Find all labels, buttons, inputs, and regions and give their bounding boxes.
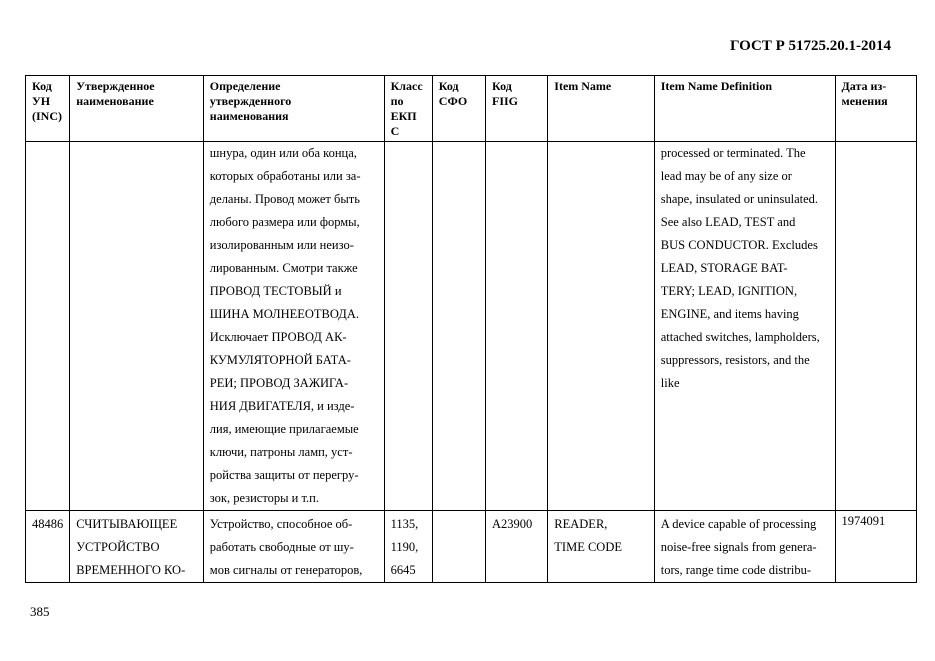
header-text-line: УН xyxy=(32,94,51,108)
cell-fiig-code xyxy=(486,142,548,511)
cell-text-line: лированным. Смотри также xyxy=(209,261,358,275)
cell-sfo-code xyxy=(432,511,485,583)
header-text-line: FIIG xyxy=(492,94,519,108)
cell-name-definition xyxy=(203,511,384,583)
table-row xyxy=(26,511,917,583)
cell-text-line: TIME CODE xyxy=(554,540,622,554)
table-header-row xyxy=(26,76,917,142)
header-name-definition xyxy=(203,76,384,142)
cell-text-line: attached switches, lampholders, xyxy=(660,330,820,344)
header-ekps-class xyxy=(384,76,432,142)
cell-text-line: ключи, патроны ламп, уст- xyxy=(209,445,353,459)
cell-text-line: READER, xyxy=(554,517,608,531)
header-item-name-definition xyxy=(654,76,835,142)
cell-approved-name xyxy=(70,511,204,583)
cell-change-date xyxy=(835,511,916,583)
cell-text-line: 1190, xyxy=(390,540,419,554)
cell-ekps-class xyxy=(384,142,432,511)
cell-text-line: shape, insulated or uninsulated. xyxy=(660,192,819,206)
header-text-line: Код xyxy=(492,79,512,93)
cell-text-line: работать свободные от шу- xyxy=(209,540,354,554)
table-row xyxy=(26,142,917,511)
header-sfo-code xyxy=(432,76,485,142)
cell-name-definition xyxy=(203,142,384,511)
cell-text-line: lead may be of any size or xyxy=(660,169,792,183)
cell-text-line: BUS CONDUCTOR. Excludes xyxy=(660,238,818,252)
cell-item-name-definition xyxy=(654,511,835,583)
cell-text-line: A23900 xyxy=(492,517,533,531)
cell-text-line: 48486 xyxy=(32,517,64,531)
header-text-line: Item Name xyxy=(554,79,612,93)
cell-text-line: мов сигналы от генераторов, xyxy=(209,563,363,577)
cell-text-line: УСТРОЙСТВО xyxy=(76,540,160,554)
cell-ekps-class xyxy=(384,511,432,583)
cell-approved-name xyxy=(70,142,204,511)
cell-item-name xyxy=(548,142,654,511)
cell-text-line: деланы. Провод может быть xyxy=(209,192,360,206)
cell-text-line: suppressors, resistors, and the xyxy=(660,353,810,367)
header-text-line: Дата из- xyxy=(841,79,887,93)
header-text-line: С xyxy=(390,124,400,138)
header-text-line: Определение xyxy=(209,79,281,93)
cell-text-line: like xyxy=(660,376,680,390)
cell-text-line: ВРЕМЕННОГО КО- xyxy=(76,563,186,577)
cell-text-line: изолированным или неизо- xyxy=(209,238,354,252)
cell-text-line: A device capable of processing xyxy=(660,517,817,531)
cell-text-line: которых обработаны или за- xyxy=(209,169,361,183)
cell-text-line: зок, резисторы и т.п. xyxy=(209,491,319,505)
header-text-line: Код xyxy=(32,79,52,93)
cell-text-line: СЧИТЫВАЮЩЕЕ xyxy=(76,517,178,531)
header-text-line: менения xyxy=(841,94,888,108)
cell-text-line: ШИНА МОЛНЕЕОТВОДА. xyxy=(209,307,359,321)
page-number: 385 xyxy=(30,604,50,619)
cell-text-line: РЕИ; ПРОВОД ЗАЖИГА- xyxy=(209,376,349,390)
cell-text-line: TERY; LEAD, IGNITION, xyxy=(660,284,798,298)
cell-inc-code xyxy=(26,511,70,583)
cell-text-line: КУМУЛЯТОРНОЙ БАТА- xyxy=(209,353,351,367)
cell-text-line: See also LEAD, TEST and xyxy=(660,215,796,229)
header-text-line: Класс xyxy=(390,79,423,93)
cell-text-line: 6645 xyxy=(390,563,416,577)
cell-text-line: НИЯ ДВИГАТЕЛЯ, и изде- xyxy=(209,399,355,413)
cell-text-line: 1135, xyxy=(390,517,419,531)
cell-fiig-code xyxy=(486,511,548,583)
cell-text-line: лия, имеющие прилагаемые xyxy=(209,422,359,436)
header-text-line: утвержденного xyxy=(209,94,292,108)
header-text-line: СФО xyxy=(438,94,468,108)
cell-text-line: шнура, один или оба конца, xyxy=(209,146,357,160)
cell-text-line: noise-free signals from genera- xyxy=(660,540,817,554)
cell-sfo-code xyxy=(432,142,485,511)
header-fiig-code xyxy=(486,76,548,142)
cell-text-line: Исключает ПРОВОД АК- xyxy=(209,330,347,344)
nomenclature-table xyxy=(25,75,917,583)
header-item-name xyxy=(548,76,654,142)
cell-text-line: tors, range time code distribu- xyxy=(660,563,812,577)
cell-text-line: ENGINE, and items having xyxy=(660,307,799,321)
header-change-date xyxy=(835,76,916,142)
cell-item-name xyxy=(548,511,654,583)
header-text-line: Код xyxy=(438,79,459,93)
cell-text-line: processed or terminated. The xyxy=(660,146,806,160)
cell-item-name-definition xyxy=(654,142,835,511)
cell-text-line: LEAD, STORAGE BAT- xyxy=(660,261,788,275)
header-text-line: ЕКП xyxy=(390,109,417,123)
header-text-line: по xyxy=(390,94,404,108)
cell-text-line: Устройство, способное об- xyxy=(209,517,353,531)
cell-change-date xyxy=(835,142,916,511)
cell-inc-code xyxy=(26,142,70,511)
document-code: ГОСТ Р 51725.20.1-2014 xyxy=(729,38,891,54)
header-text-line: наименование xyxy=(76,94,154,108)
header-inc-code xyxy=(26,76,70,142)
cell-text-line: любого размера или формы, xyxy=(209,215,360,229)
header-approved-name xyxy=(70,76,204,142)
header-text-line: (INC) xyxy=(32,109,62,123)
header-text-line: Утвержденное xyxy=(76,79,155,93)
header-text-line: наименования xyxy=(209,109,289,123)
cell-text-line: 1974091 xyxy=(841,514,886,528)
cell-text-line: ройства защиты от перегру- xyxy=(209,468,359,482)
cell-text-line: ПРОВОД ТЕСТОВЫЙ и xyxy=(209,284,342,298)
header-text-line: Item Name Definition xyxy=(660,79,773,93)
